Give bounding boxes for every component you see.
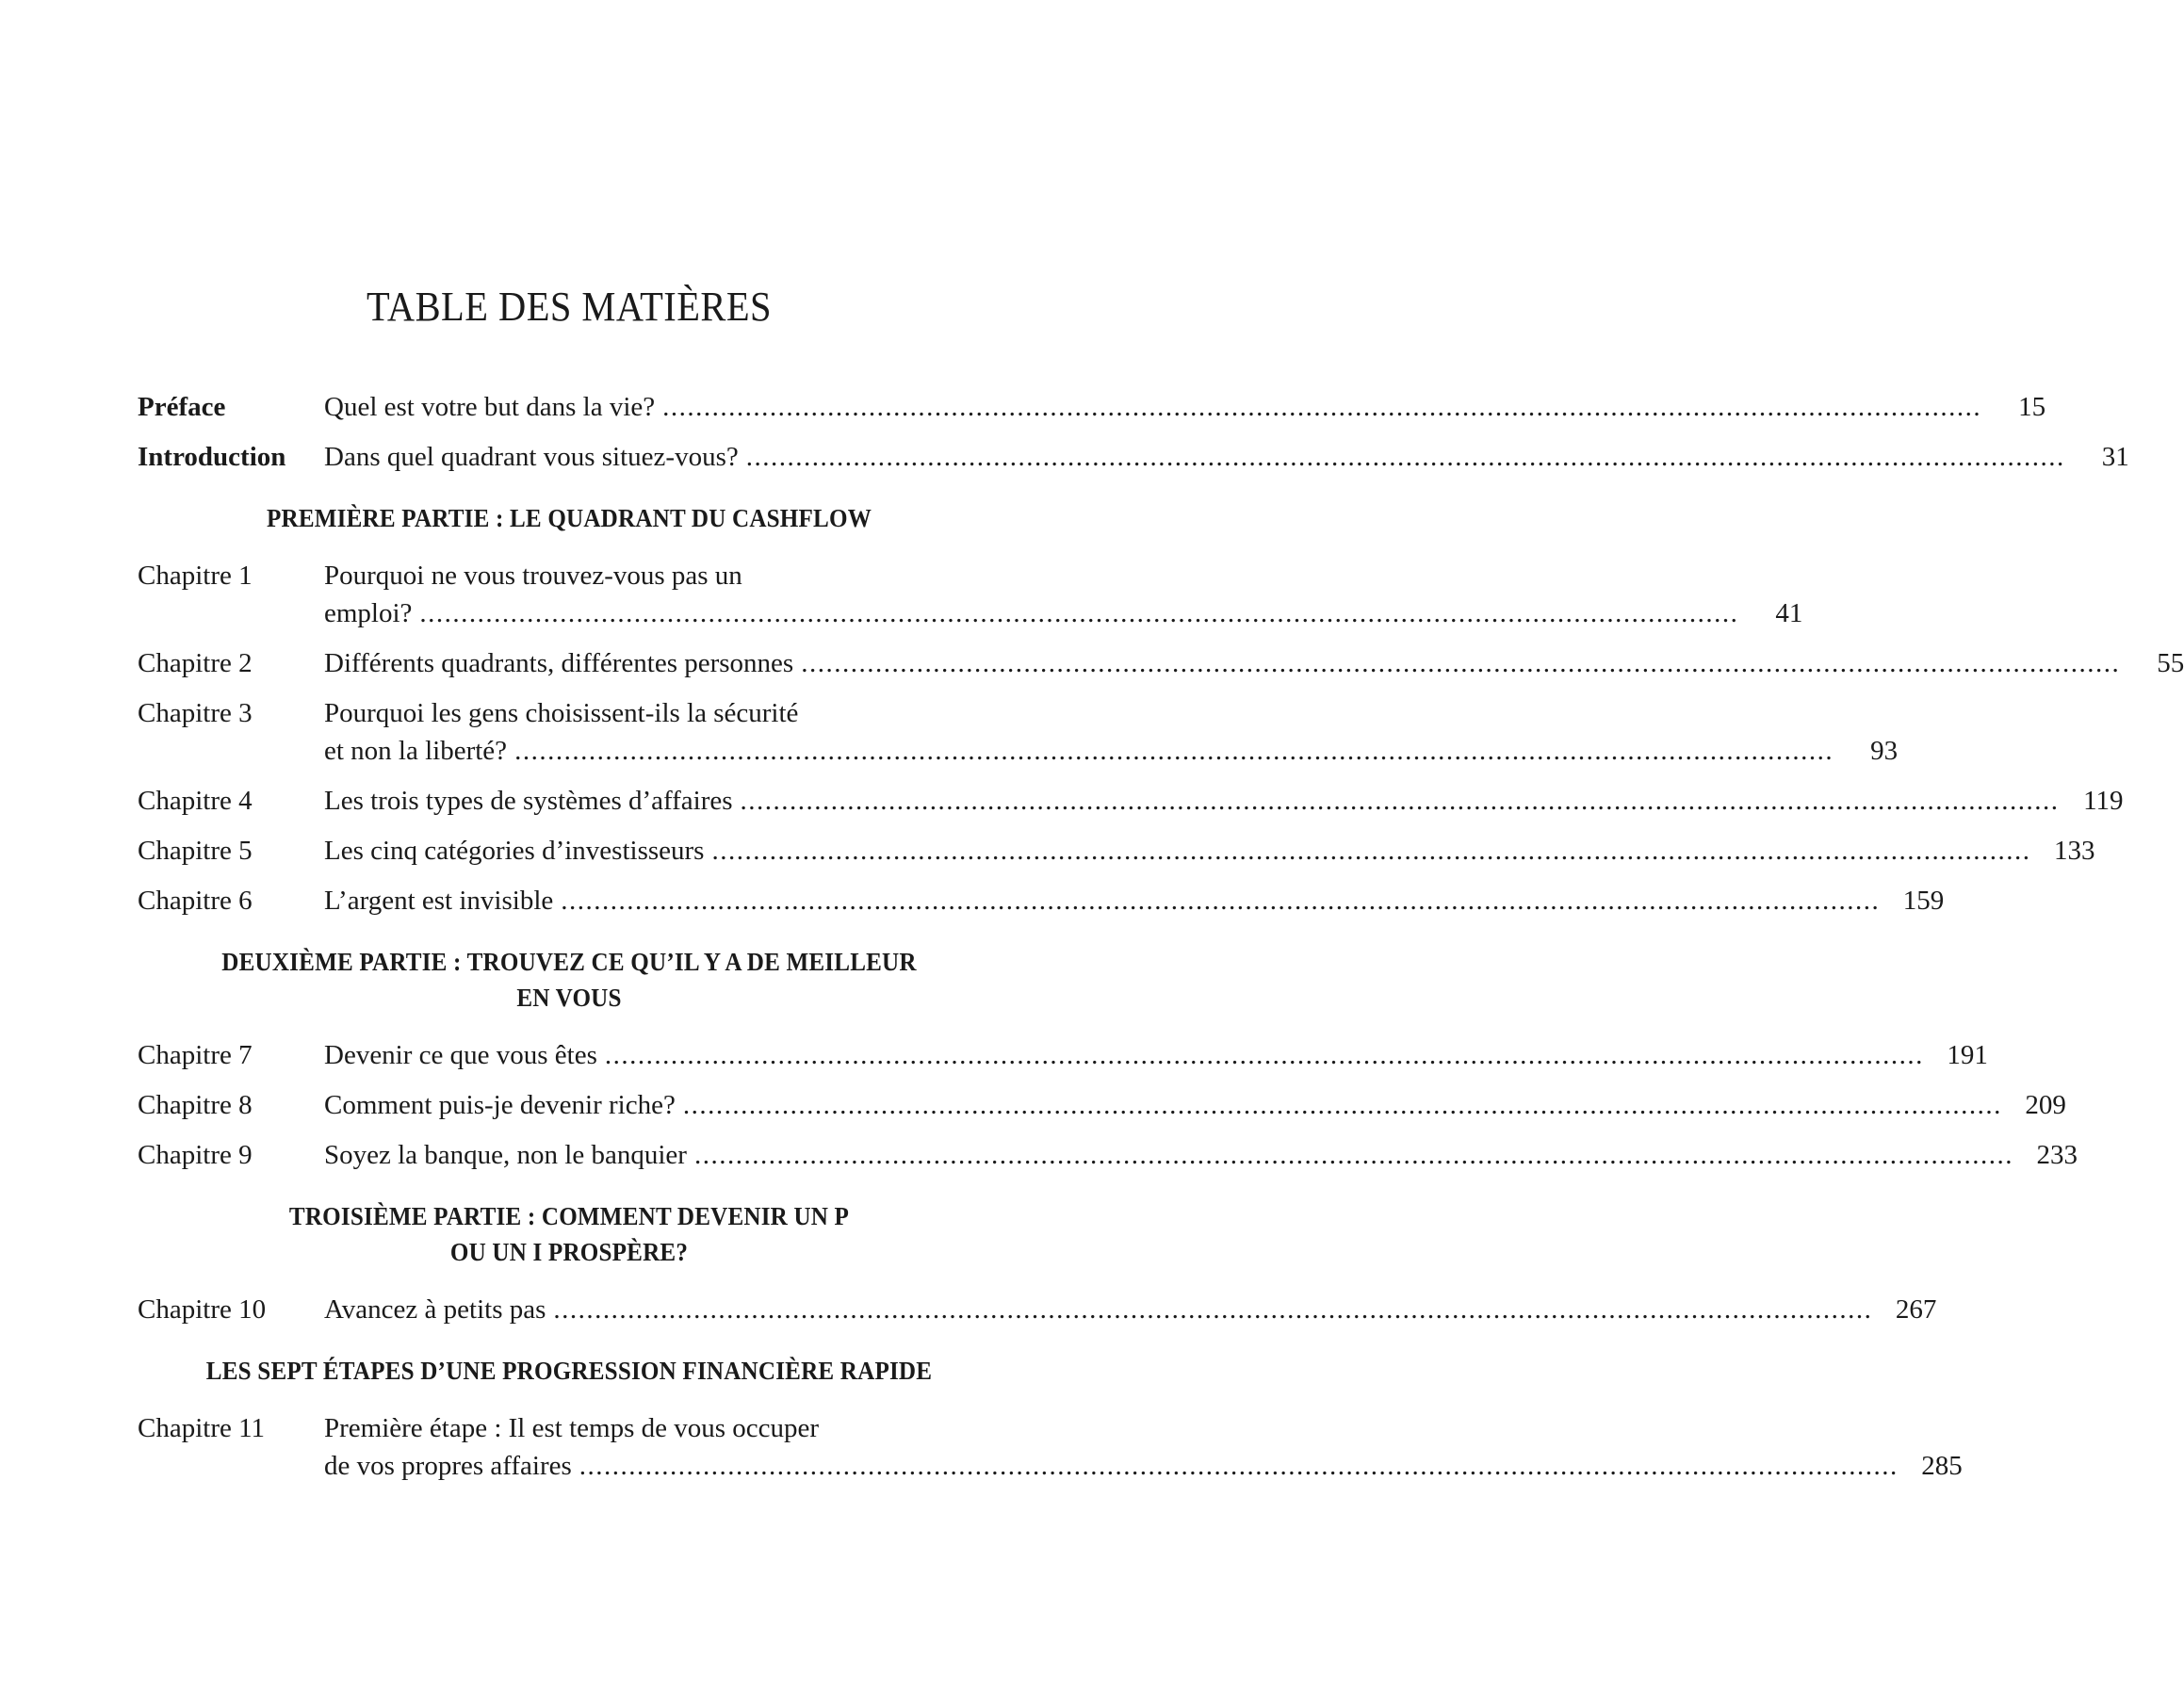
dot-leader [746,438,2065,476]
entry-page-number: 93 [1870,736,1899,766]
toc-entry-introduction[interactable] [138,438,2129,476]
entry-page-number: 233 [2036,1140,2078,1170]
entry-title: et non la liberté? [324,736,508,766]
toc-entry-preface[interactable] [138,388,2046,426]
entry-title: Dans quel quadrant vous situez-vous? [324,442,739,472]
entry-title: Quel est votre but dans la vie? [324,392,656,422]
entry-label: Chapitre 2 [138,648,253,678]
dot-leader [683,1086,2002,1124]
entry-title: L’argent est invisible [324,886,554,916]
dot-leader [553,1291,1872,1328]
entry-title: Les trois types de systèmes d’affaires [324,786,733,816]
toc-entry-chapter-11[interactable] [138,1409,1963,1485]
dot-leader [801,644,2120,682]
toc-entry-chapter-3[interactable] [138,694,1899,770]
entry-page-number: 41 [1775,598,1803,628]
entry-page-number: 15 [2018,392,2046,422]
entry-label: Chapitre 6 [138,886,253,916]
entry-label: Chapitre 5 [138,836,253,866]
part-heading-3-line2: OU UN I PROSPÈRE? [449,1238,689,1266]
part-heading-2-line1: DEUXIÈME PARTIE : TROUVEZ CE QU’IL Y A DE MEILLEUR [221,948,917,976]
part-heading-4: LES SEPT ÉTAPES D’UNE PROGRESSION FINANCIÈRE RAPIDE [205,1357,933,1385]
entry-title: Les cinq catégories d’investisseurs [324,836,705,866]
toc-entry-chapter-7[interactable] [138,1036,1988,1074]
entry-page-number: 119 [2083,786,2124,816]
entry-title-line1: Pourquoi les gens choisissent-ils la sécurité [324,698,799,728]
toc-entry-chapter-4[interactable] [138,782,2124,820]
dot-leader [694,1136,2013,1174]
entry-title: Différents quadrants, différentes personnes [324,648,794,678]
dot-leader [579,1447,1899,1485]
entry-page-number: 31 [2101,442,2129,472]
toc-entry-chapter-1[interactable] [138,557,1803,632]
table-of-contents [138,388,2184,1485]
entry-title-line1: Pourquoi ne vous trouvez-vous pas un [324,561,742,591]
toc-page [138,0,2184,1692]
entry-title: Comment puis-je devenir riche? [324,1090,676,1120]
entry-title: de vos propres affaires [324,1451,572,1481]
entry-title: Devenir ce que vous êtes [324,1040,597,1070]
dot-leader [741,782,2060,820]
entry-page-number: 191 [1947,1040,1988,1070]
part-heading-1: PREMIÈRE PARTIE : LE QUADRANT DU CASHFLOW [267,504,872,532]
entry-label: Préface [138,392,226,422]
dot-leader [711,832,2030,870]
toc-entry-chapter-6[interactable] [138,882,1945,919]
dot-leader [419,594,1738,632]
entry-label: Chapitre 8 [138,1090,253,1120]
dot-leader [561,882,1880,919]
entry-label: Introduction [138,442,286,472]
dot-leader [662,388,1981,426]
entry-label: Chapitre 10 [138,1294,267,1325]
entry-title: Avancez à petits pas [324,1294,546,1325]
entry-label: Chapitre 3 [138,698,253,728]
entry-title: Soyez la banque, non le banquier [324,1140,687,1170]
entry-label: Chapitre 9 [138,1140,253,1170]
entry-page-number: 159 [1902,886,1945,916]
part-heading-2-line2: EN VOUS [516,984,622,1012]
page-title: TABLE DES MATIÈRES [366,284,773,330]
entry-label: Chapitre 4 [138,786,253,816]
entry-title: emploi? [324,598,413,628]
entry-page-number: 133 [2053,836,2095,866]
dot-leader [605,1036,1924,1074]
toc-entry-chapter-10[interactable] [138,1291,1937,1328]
entry-page-number: 209 [2025,1090,2066,1120]
dot-leader [514,732,1834,770]
entry-title-line1: Première étape : Il est temps de vous occuper [324,1413,820,1443]
entry-label: Chapitre 1 [138,561,253,591]
entry-label: Chapitre 11 [138,1413,266,1443]
toc-entry-chapter-9[interactable] [138,1136,2078,1174]
entry-page-number: 55 [2157,648,2184,678]
toc-entry-chapter-2[interactable] [138,644,2184,682]
entry-label: Chapitre 7 [138,1040,253,1070]
entry-page-number: 267 [1895,1294,1937,1325]
entry-page-number: 285 [1921,1451,1963,1481]
part-heading-3-line1: TROISIÈME PARTIE : COMMENT DEVENIR UN P [288,1202,850,1230]
toc-entry-chapter-5[interactable] [138,832,2095,870]
toc-entry-chapter-8[interactable] [138,1086,2066,1124]
